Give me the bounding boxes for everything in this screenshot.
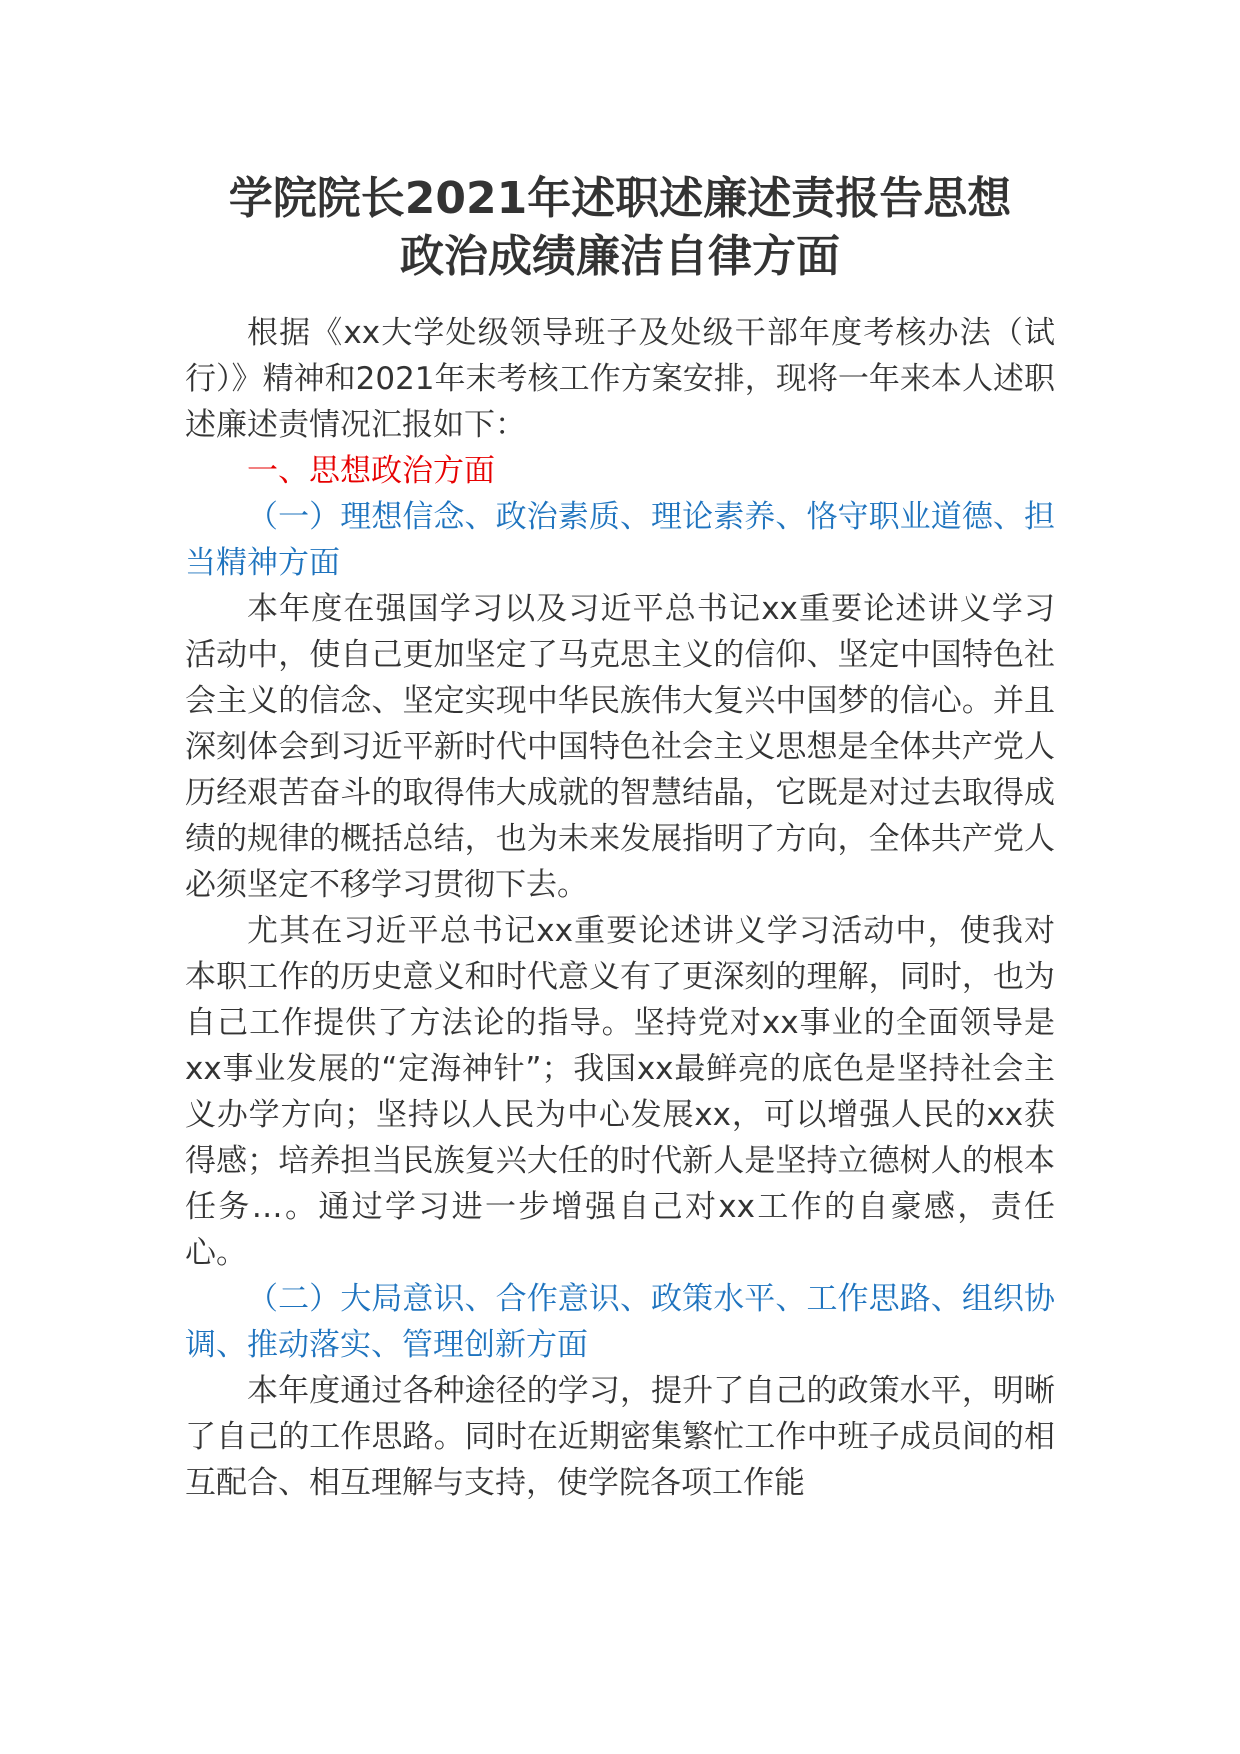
body-paragraph-2: 尤其在习近平总书记xx重要论述讲义学习活动中，使我对本职工作的历史意义和时代意义有了更深刻的理解，同时，也为自己工作提供了方法论的指导。坚持党对xx事业的全面领导是xx事业发展的“定海神针”；我国xx最鲜亮的底色是坚持社会主义办学方向；坚持以人民为中心发展xx，可以增强人民的xx获得感；培养担当民族复兴大任的时代新人是坚持立德树人的根本任务…。通过学习进一步增强自己对xx工作的自豪感，责任心。	[185, 913, 1055, 1271]
document-body	[185, 310, 1055, 1506]
section-heading-1: 一、思想政治方面	[247, 453, 495, 489]
page-title-line-2: 政治成绩廉洁自律方面	[400, 231, 840, 282]
page-title-line-1: 学院院长2021年述职述廉述责报告思想	[228, 173, 1012, 224]
intro-paragraph: 根据《xx大学处级领导班子及处级干部年度考核办法（试行）》精神和2021年末考核工作方案安排，现将一年来本人述职述廉述责情况汇报如下：	[185, 315, 1055, 443]
subsection-heading-2: （二）大局意识、合作意识、政策水平、工作思路、组织协调、推动落实、管理创新方面	[185, 1281, 1055, 1363]
page-title	[150, 170, 1090, 286]
body-paragraph-3: 本年度通过各种途径的学习，提升了自己的政策水平，明晰了自己的工作思路。同时在近期密集繁忙工作中班子成员间的相互配合、相互理解与支持，使学院各项工作能	[185, 1373, 1055, 1501]
body-paragraph-1: 本年度在强国学习以及习近平总书记xx重要论述讲义学习活动中，使自己更加坚定了马克思主义的信仰、坚定中国特色社会主义的信念、坚定实现中华民族伟大复兴中国梦的信心。并且深刻体会到习近平新时代中国特色社会主义思想是全体共产党人历经艰苦奋斗的取得伟大成就的智慧结晶，它既是对过去取得成绩的规律的概括总结，也为未来发展指明了方向，全体共产党人必须坚定不移学习贯彻下去。	[185, 591, 1055, 903]
subsection-heading-1: （一）理想信念、政治素质、理论素养、恪守职业道德、担当精神方面	[185, 499, 1055, 581]
